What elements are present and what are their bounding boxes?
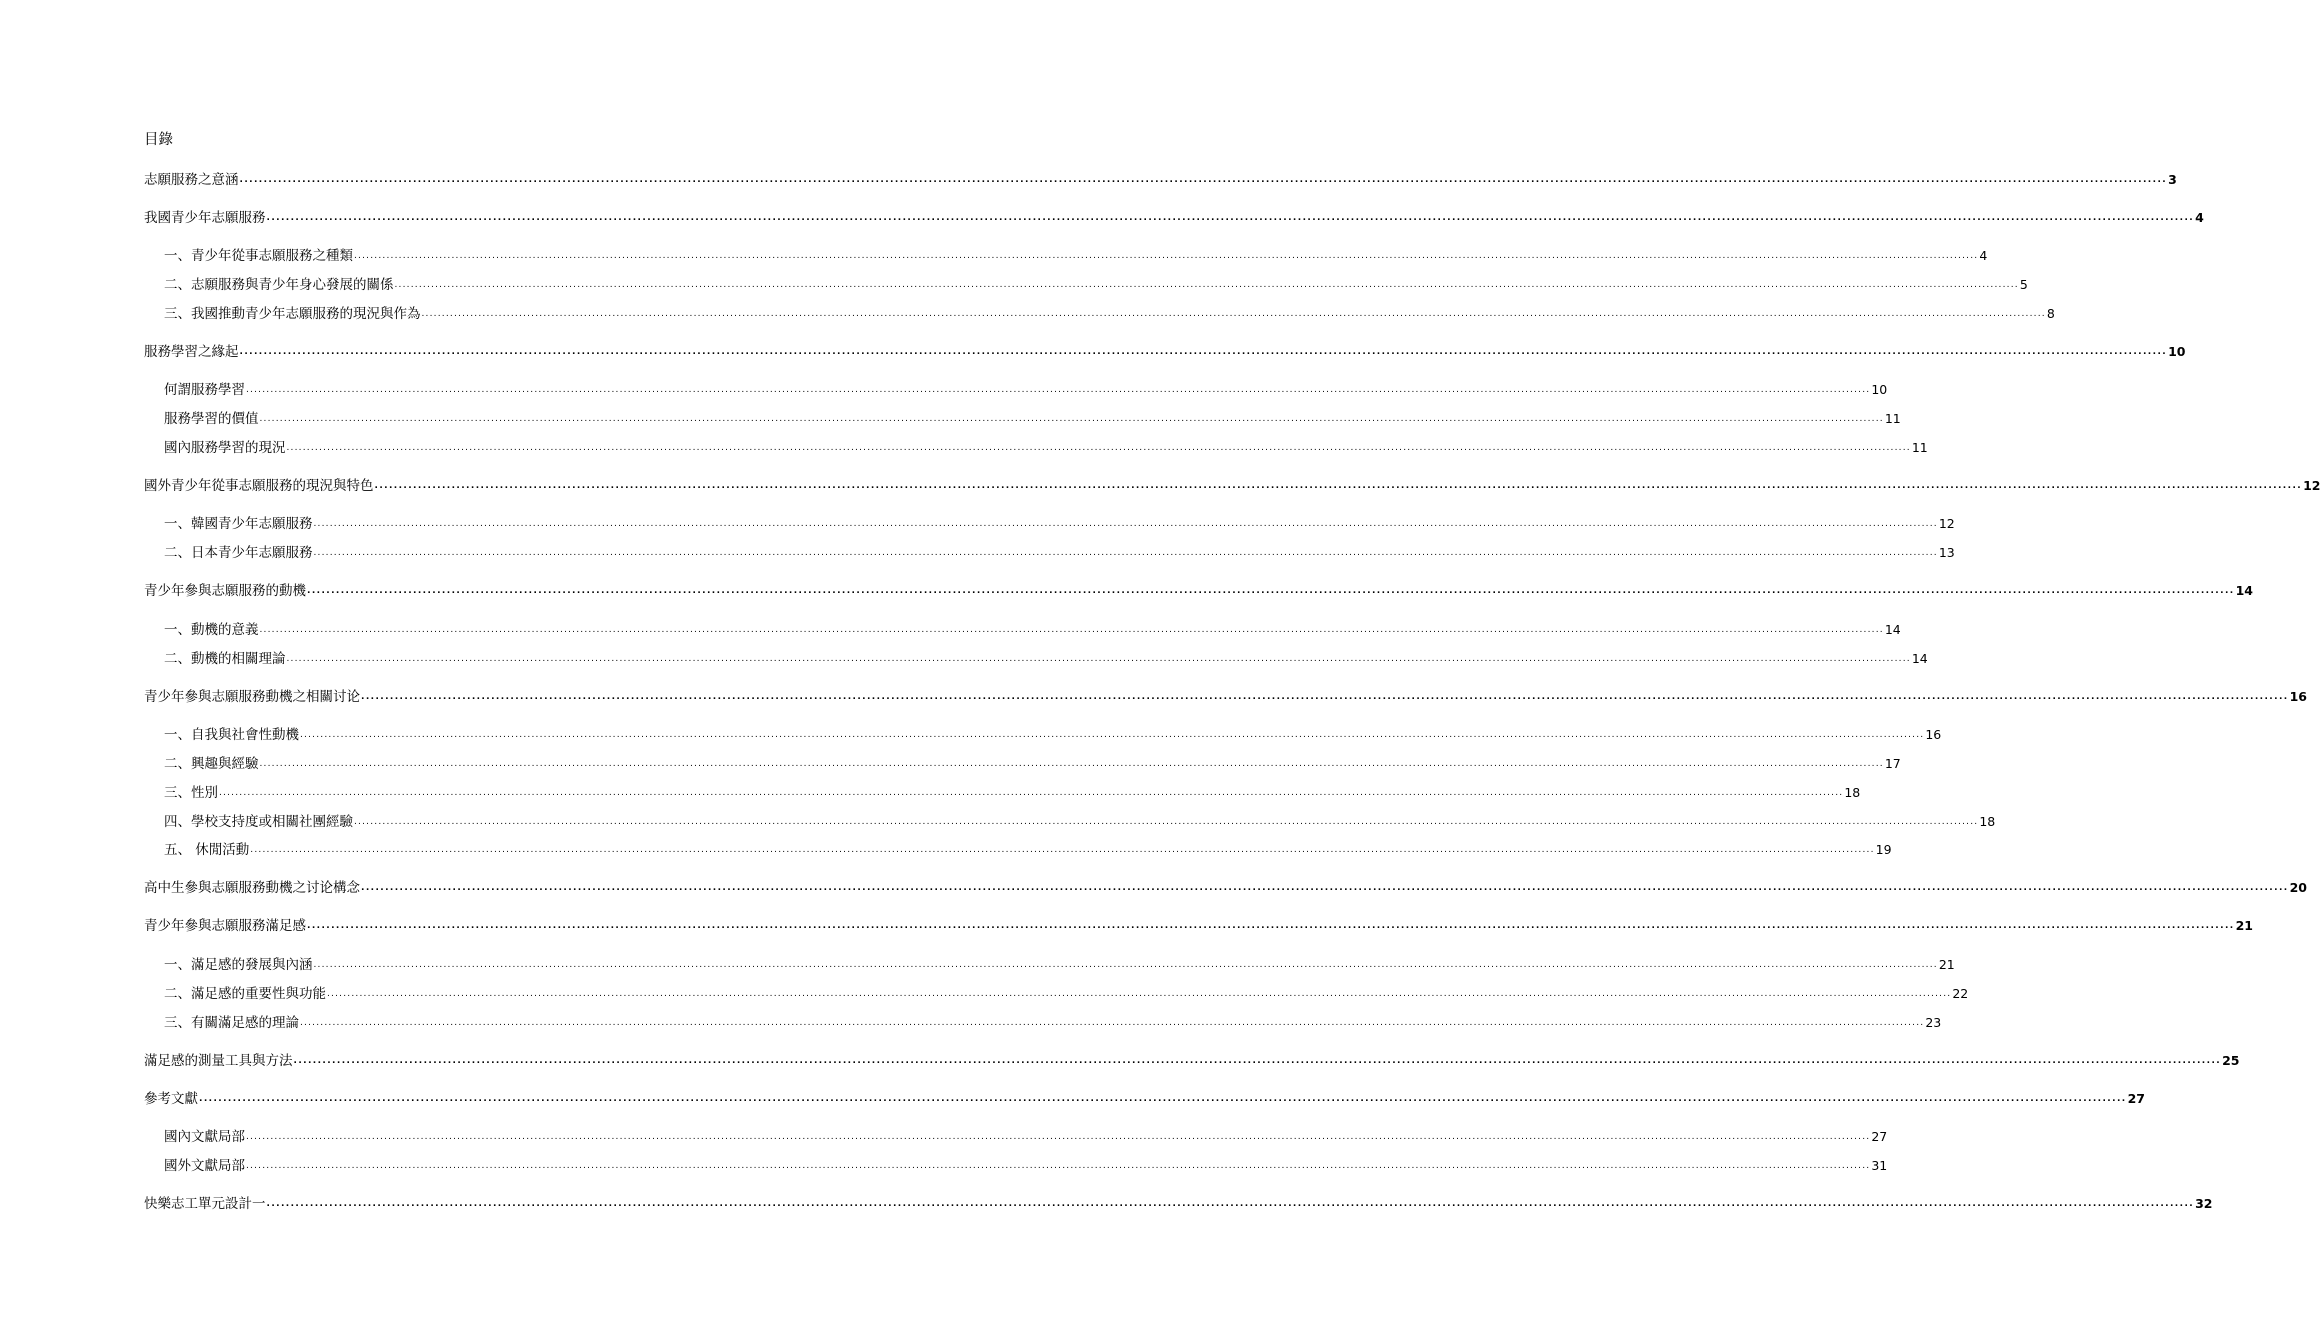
toc-entry-page: 5 bbox=[2019, 277, 2028, 292]
toc-entry-page: 31 bbox=[1871, 1158, 1888, 1173]
toc-entry-label: 三、有關滿足感的理論 bbox=[164, 1015, 299, 1031]
toc-entry-label: 國內服務學習的現況 bbox=[164, 440, 286, 456]
toc-entry-label: 青少年參與志願服務滿足感 bbox=[144, 918, 306, 934]
toc-entry-label: 青少年參與志願服務的動機 bbox=[144, 583, 306, 599]
toc-entry-page: 12 bbox=[2303, 478, 2320, 493]
toc-leader-dots: ................................................................................................................................................................................................................................................................................................................................................................................................................ bbox=[199, 1094, 2127, 1104]
toc-entry-label: 滿足感的測量工具與方法 bbox=[144, 1053, 293, 1069]
toc-entry-label: 快樂志工單元設計一 bbox=[144, 1196, 266, 1212]
toc-leader-dots: ................................................................................................................................................................................................................................................................................................................................................................................................................ bbox=[259, 759, 1884, 769]
toc-entry-label: 志願服務之意涵 bbox=[144, 172, 239, 188]
toc-entry-label: 服務學習之緣起 bbox=[144, 344, 239, 360]
toc-entry[interactable] bbox=[164, 305, 2055, 323]
toc-entry-label: 五、 休閒活動 bbox=[164, 842, 250, 858]
toc-entry[interactable] bbox=[144, 582, 2253, 600]
toc-entry-page: 11 bbox=[1884, 411, 1901, 426]
toc-entry-page: 23 bbox=[1925, 1015, 1942, 1030]
toc-leader-dots: ................................................................................................................................................................................................................................................................................................................................................................................................................ bbox=[354, 817, 1979, 827]
toc-leader-dots: ................................................................................................................................................................................................................................................................................................................................................................................................................ bbox=[327, 989, 1952, 999]
toc-entry-page: 20 bbox=[2289, 880, 2307, 895]
toc-leader-dots: ................................................................................................................................................................................................................................................................................................................................................................................................................ bbox=[313, 960, 1938, 970]
toc-entry-label: 參考文獻 bbox=[144, 1091, 198, 1107]
toc-entry-label: 一、韓國青少年志願服務 bbox=[164, 516, 313, 532]
toc-entry[interactable] bbox=[144, 209, 2204, 227]
toc-entry[interactable] bbox=[164, 515, 1955, 533]
toc-entry[interactable] bbox=[164, 439, 1928, 457]
toc-entry-page: 25 bbox=[2222, 1053, 2240, 1068]
toc-entry-label: 高中生參與志願服務動機之讨论構念 bbox=[144, 880, 360, 896]
toc-entry[interactable] bbox=[144, 477, 2320, 495]
toc-entry-page: 4 bbox=[2195, 210, 2204, 225]
toc-entry-page: 21 bbox=[1938, 957, 1955, 972]
toc-entry[interactable] bbox=[164, 1128, 1888, 1146]
toc-entry-page: 8 bbox=[2046, 306, 2055, 321]
toc-entry-label: 二、滿足感的重要性與功能 bbox=[164, 986, 326, 1002]
toc-leader-dots: ................................................................................................................................................................................................................................................................................................................................................................................................................ bbox=[307, 586, 2235, 596]
toc-entry-label: 國內文獻局部 bbox=[164, 1129, 245, 1145]
toc-entry[interactable] bbox=[144, 879, 2307, 897]
toc-entry-page: 13 bbox=[1938, 545, 1955, 560]
toc-leader-dots: ................................................................................................................................................................................................................................................................................................................................................................................................................ bbox=[361, 883, 2289, 893]
toc-leader-dots: ................................................................................................................................................................................................................................................................................................................................................................................................................ bbox=[286, 443, 1911, 453]
toc-entry-page: 14 bbox=[2235, 583, 2253, 598]
toc-entry[interactable] bbox=[164, 410, 1901, 428]
toc-entry-label: 國外文獻局部 bbox=[164, 1158, 245, 1174]
toc-leader-dots: ................................................................................................................................................................................................................................................................................................................................................................................................................ bbox=[307, 921, 2235, 931]
toc-entry-page: 18 bbox=[1844, 785, 1861, 800]
toc-entry-label: 三、性別 bbox=[164, 785, 218, 801]
toc-entry-label: 一、動機的意義 bbox=[164, 622, 259, 638]
toc-entry[interactable] bbox=[164, 813, 1996, 831]
toc-leader-dots: ................................................................................................................................................................................................................................................................................................................................................................................................................ bbox=[421, 309, 2046, 319]
toc-entry-page: 4 bbox=[1979, 248, 1988, 263]
toc-entry-label: 一、自我與社會性動機 bbox=[164, 727, 299, 743]
toc-entry-page: 16 bbox=[1925, 727, 1942, 742]
toc-entry-page: 27 bbox=[1871, 1129, 1888, 1144]
toc-entry[interactable] bbox=[144, 1090, 2145, 1108]
toc-entry-page: 19 bbox=[1875, 842, 1892, 857]
toc-leader-dots: ................................................................................................................................................................................................................................................................................................................................................................................................................ bbox=[266, 1199, 2195, 1209]
toc-leader-dots: ................................................................................................................................................................................................................................................................................................................................................................................................................ bbox=[246, 385, 1871, 395]
toc-entry-page: 14 bbox=[1911, 651, 1928, 666]
toc-leader-dots: ................................................................................................................................................................................................................................................................................................................................................................................................................ bbox=[361, 692, 2289, 702]
toc-entry[interactable] bbox=[144, 171, 2177, 189]
toc-leader-dots: ................................................................................................................................................................................................................................................................................................................................................................................................................ bbox=[239, 347, 2168, 357]
toc-entry-page: 10 bbox=[2168, 344, 2186, 359]
toc-leader-dots: ................................................................................................................................................................................................................................................................................................................................................................................................................ bbox=[266, 213, 2195, 223]
toc-entry[interactable] bbox=[144, 1195, 2213, 1213]
toc-entry-page: 22 bbox=[1952, 986, 1969, 1001]
toc-leader-dots: ................................................................................................................................................................................................................................................................................................................................................................................................................ bbox=[300, 730, 1925, 740]
toc-leader-dots: ................................................................................................................................................................................................................................................................................................................................................................................................................ bbox=[250, 845, 1875, 855]
toc-entry[interactable] bbox=[164, 621, 1901, 639]
toc-entry-page: 32 bbox=[2195, 1196, 2213, 1211]
toc-leader-dots: ................................................................................................................................................................................................................................................................................................................................................................................................................ bbox=[394, 280, 2019, 290]
toc-entry[interactable] bbox=[164, 956, 1955, 974]
toc-entry-label: 青少年參與志願服務動機之相關讨论 bbox=[144, 689, 360, 705]
toc-entry[interactable] bbox=[164, 544, 1955, 562]
toc-leader-dots: ................................................................................................................................................................................................................................................................................................................................................................................................................ bbox=[259, 414, 1884, 424]
toc-entry-label: 何謂服務學習 bbox=[164, 382, 245, 398]
toc-leader-dots: ................................................................................................................................................................................................................................................................................................................................................................................................................ bbox=[354, 251, 1979, 261]
toc-leader-dots: ................................................................................................................................................................................................................................................................................................................................................................................................................ bbox=[246, 1161, 1871, 1171]
toc-entry-page: 10 bbox=[1871, 382, 1888, 397]
toc-leader-dots: ................................................................................................................................................................................................................................................................................................................................................................................................................ bbox=[313, 548, 1938, 558]
toc-entry-label: 四、學校支持度或相關社團經驗 bbox=[164, 814, 353, 830]
toc-leader-dots: ................................................................................................................................................................................................................................................................................................................................................................................................................ bbox=[374, 481, 2303, 491]
toc-entry[interactable] bbox=[164, 841, 1892, 859]
toc-entry[interactable] bbox=[164, 1157, 1888, 1175]
toc-entry-label: 服務學習的價值 bbox=[164, 411, 259, 427]
toc-entry-page: 17 bbox=[1884, 756, 1901, 771]
toc-entry-label: 二、興趣與經驗 bbox=[164, 756, 259, 772]
toc-entry[interactable] bbox=[164, 784, 1861, 802]
toc-entry[interactable] bbox=[164, 381, 1888, 399]
toc-entry-page: 11 bbox=[1911, 440, 1928, 455]
toc-entry[interactable] bbox=[144, 688, 2307, 706]
toc-leader-dots: ................................................................................................................................................................................................................................................................................................................................................................................................................ bbox=[286, 654, 1911, 664]
toc-entry-label: 國外青少年從事志願服務的現況與特色 bbox=[144, 478, 374, 494]
toc-entry-label: 三、我國推動青少年志願服務的現況與作為 bbox=[164, 306, 421, 322]
toc-entry-label: 二、志願服務與青少年身心發展的關係 bbox=[164, 277, 394, 293]
toc-entry[interactable] bbox=[164, 1014, 1942, 1032]
toc-entry-page: 12 bbox=[1938, 516, 1955, 531]
toc-entry[interactable] bbox=[164, 985, 1969, 1003]
toc-leader-dots: ................................................................................................................................................................................................................................................................................................................................................................................................................ bbox=[239, 175, 2168, 185]
toc-leader-dots: ................................................................................................................................................................................................................................................................................................................................................................................................................ bbox=[246, 1132, 1871, 1142]
toc-entry-label: 二、動機的相關理論 bbox=[164, 651, 286, 667]
toc-leader-dots: ................................................................................................................................................................................................................................................................................................................................................................................................................ bbox=[259, 625, 1884, 635]
toc-entry-page: 21 bbox=[2235, 918, 2253, 933]
toc-entry-label: 我國青少年志願服務 bbox=[144, 210, 266, 226]
toc-entry-label: 一、滿足感的發展與內涵 bbox=[164, 957, 313, 973]
toc-entry-label: 一、青少年從事志願服務之種類 bbox=[164, 248, 353, 264]
toc-leader-dots: ................................................................................................................................................................................................................................................................................................................................................................................................................ bbox=[300, 1018, 1925, 1028]
toc-entry[interactable] bbox=[144, 917, 2253, 935]
toc-entry-page: 14 bbox=[1884, 622, 1901, 637]
toc-entry[interactable] bbox=[164, 650, 1928, 668]
toc-entry[interactable] bbox=[164, 726, 1942, 744]
toc-entry[interactable] bbox=[164, 755, 1901, 773]
toc-entry-label: 二、日本青少年志願服務 bbox=[164, 545, 313, 561]
toc-entry[interactable] bbox=[164, 276, 2028, 294]
toc-leader-dots: ................................................................................................................................................................................................................................................................................................................................................................................................................ bbox=[313, 519, 1938, 529]
toc-leader-dots: ................................................................................................................................................................................................................................................................................................................................................................................................................ bbox=[219, 788, 1844, 798]
toc-title: 目錄 bbox=[144, 132, 173, 148]
toc-entry[interactable] bbox=[144, 343, 2186, 361]
toc-entry-page: 3 bbox=[2168, 172, 2177, 187]
toc-entry-page: 27 bbox=[2127, 1091, 2145, 1106]
toc-entry-page: 16 bbox=[2289, 689, 2307, 704]
toc-entry-page: 18 bbox=[1979, 814, 1996, 829]
toc-leader-dots: ................................................................................................................................................................................................................................................................................................................................................................................................................ bbox=[293, 1056, 2222, 1066]
toc-entry[interactable] bbox=[164, 247, 1988, 265]
toc-entry[interactable] bbox=[144, 1052, 2240, 1070]
